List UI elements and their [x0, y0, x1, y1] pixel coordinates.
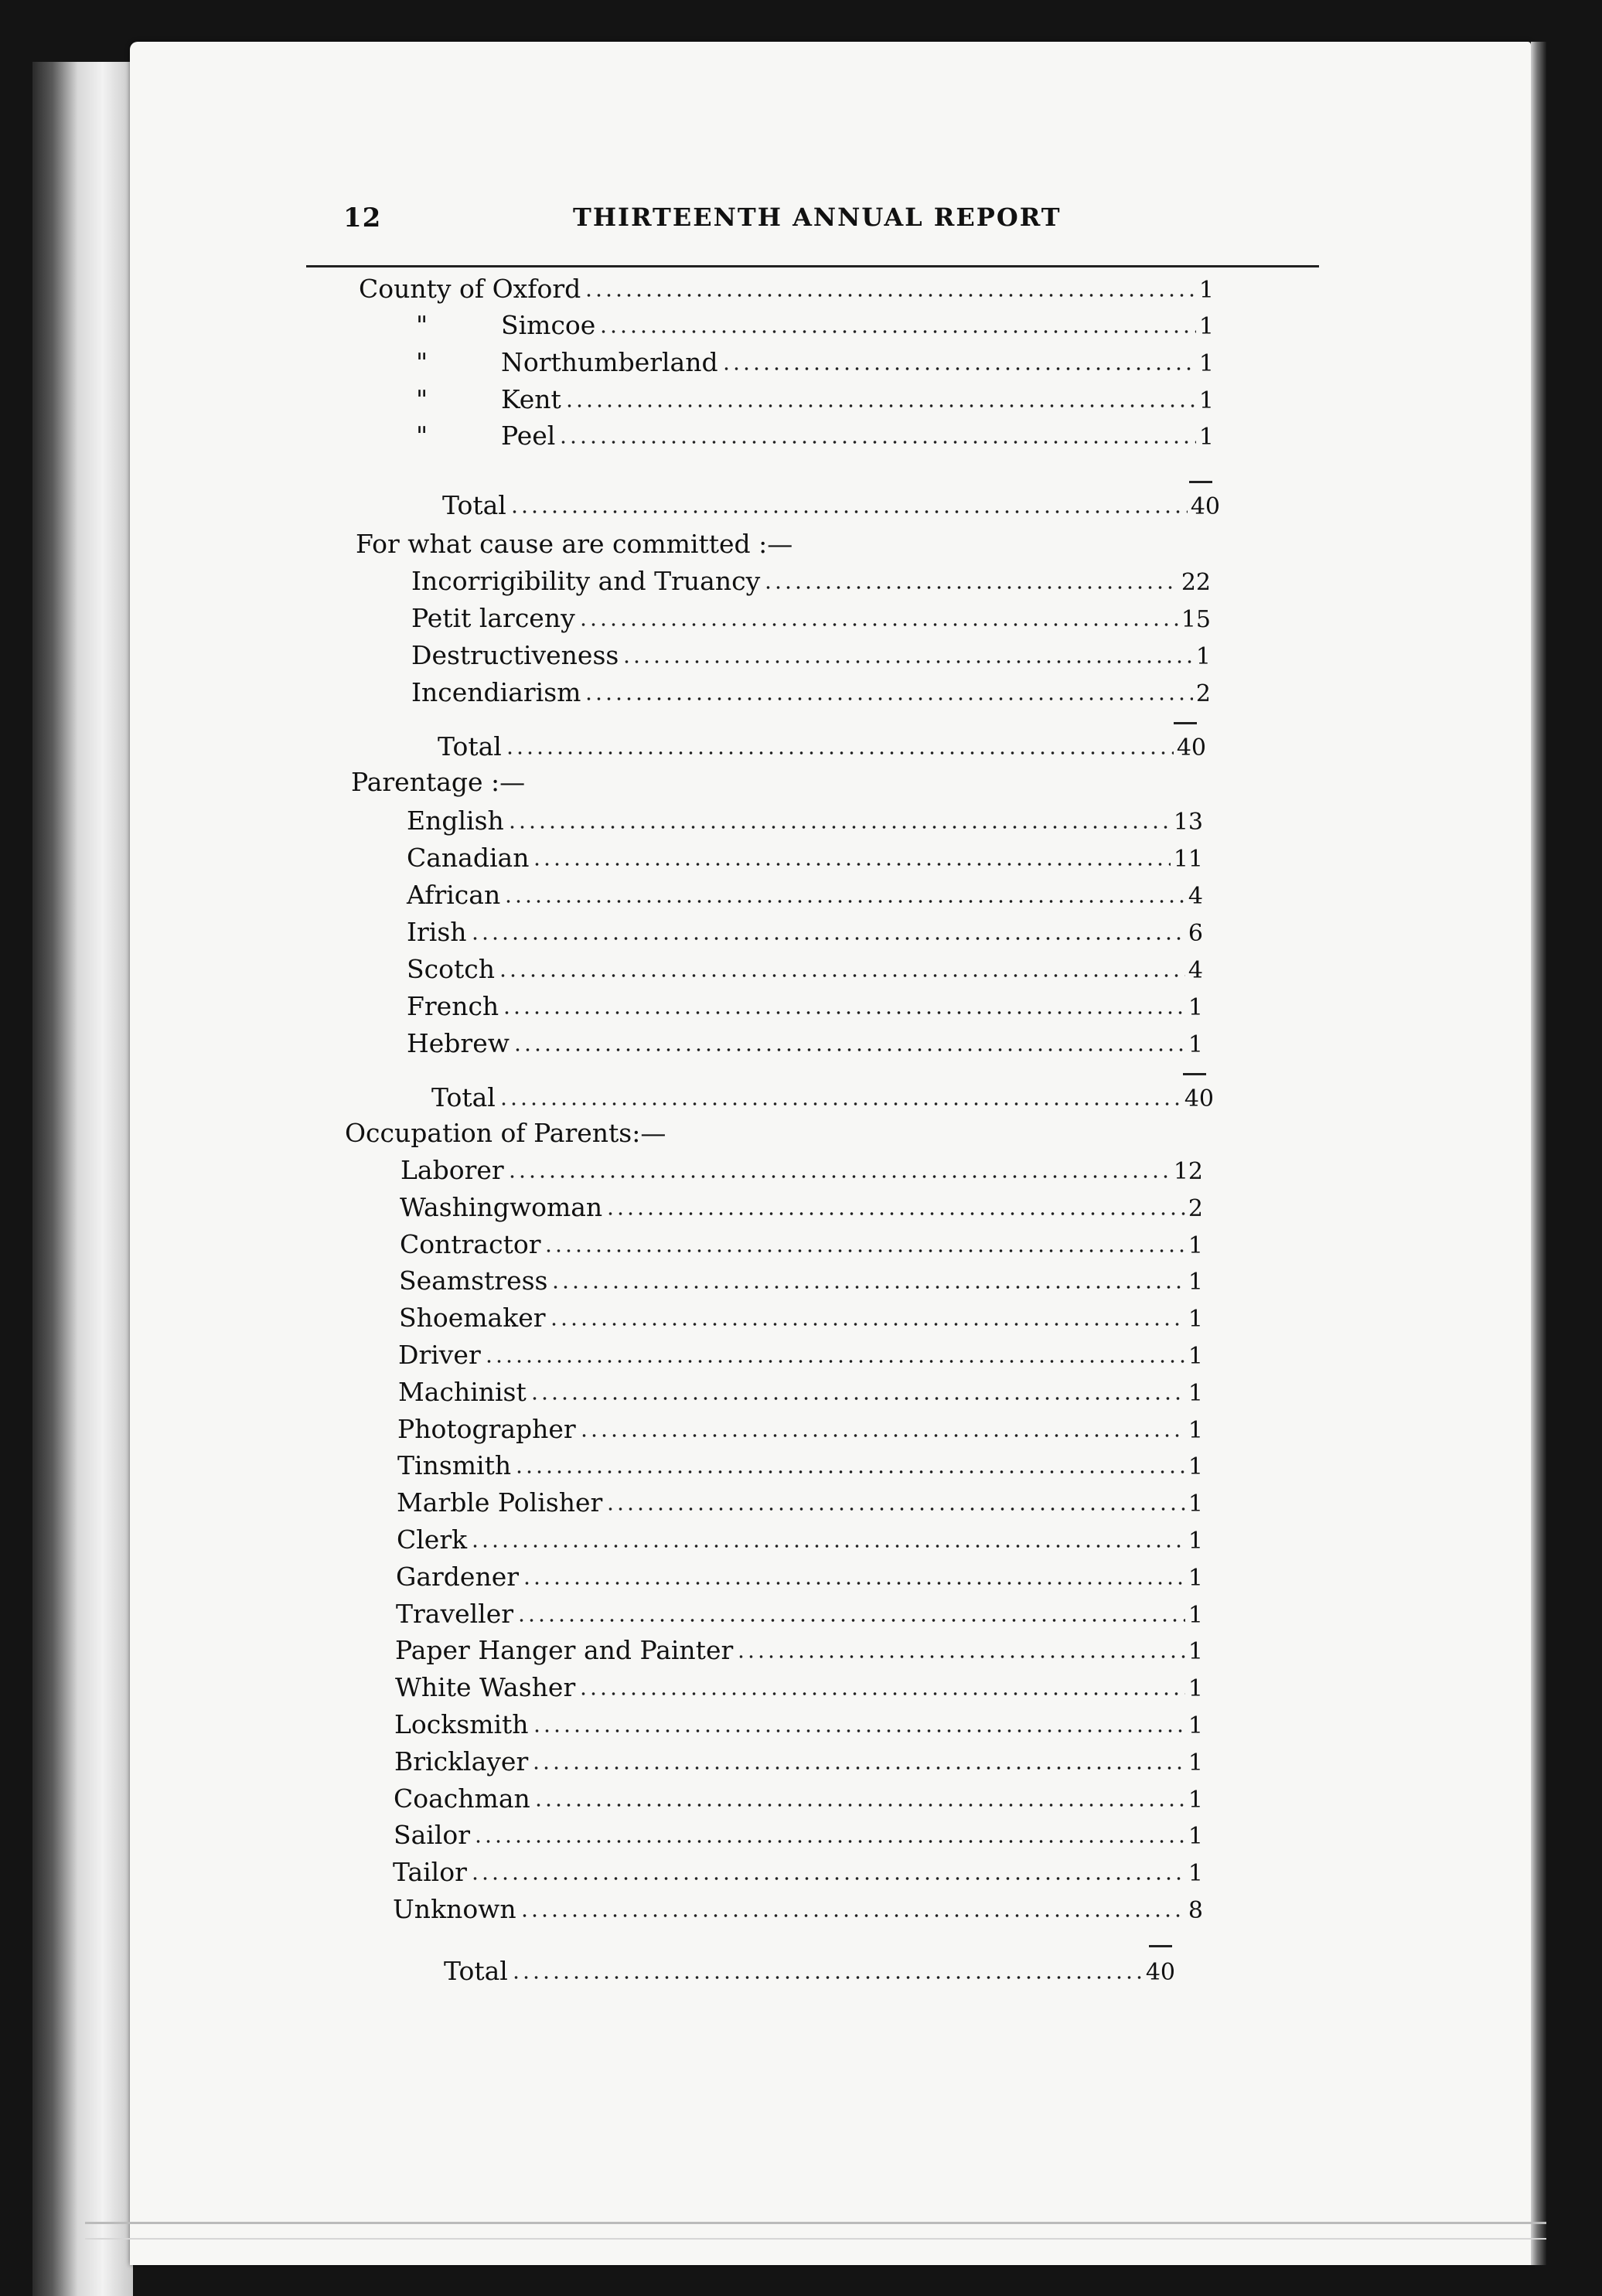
- row-value: 1: [1195, 643, 1211, 670]
- dot-leader: [578, 623, 1178, 626]
- table-row: [407, 952, 1203, 986]
- table-row: [397, 1523, 1203, 1557]
- row-value: 40: [1190, 493, 1220, 520]
- table-row: [416, 419, 1214, 453]
- row-value: 1: [1188, 1380, 1203, 1407]
- dot-leader: [578, 1692, 1185, 1695]
- table-row: [407, 990, 1203, 1024]
- row-label: Destructiveness: [411, 640, 619, 670]
- table-row: [411, 564, 1211, 598]
- dot-leader: [530, 1397, 1185, 1400]
- dot-leader: [514, 1470, 1185, 1473]
- dot-leader: [520, 1914, 1185, 1917]
- dot-leader: [622, 660, 1193, 663]
- dot-leader: [513, 1048, 1185, 1051]
- row-value: 1: [1188, 1638, 1203, 1665]
- dot-leader: [579, 1434, 1185, 1437]
- dot-leader: [531, 1766, 1185, 1770]
- row-value: 2: [1188, 1195, 1203, 1222]
- table-row: [398, 1338, 1203, 1372]
- ditto-mark: ": [416, 310, 428, 340]
- row-value: 1: [1188, 1749, 1203, 1777]
- row-label: Machinist: [398, 1377, 527, 1407]
- dot-leader: [503, 900, 1185, 903]
- row-value: 4: [1188, 957, 1203, 984]
- table-row: [393, 1855, 1203, 1889]
- page-number: 12: [343, 203, 382, 233]
- sum-rule: [1174, 722, 1197, 724]
- row-value: 1: [1188, 1453, 1203, 1480]
- table-row: [407, 878, 1203, 912]
- row-label: Gardener: [396, 1562, 520, 1592]
- row-value: 4: [1188, 883, 1203, 910]
- total-row: [431, 1081, 1214, 1115]
- row-label: English: [407, 806, 504, 836]
- table-row: [399, 1301, 1203, 1335]
- table-row: [397, 1486, 1203, 1520]
- row-label: Contractor: [400, 1229, 541, 1259]
- row-value: 13: [1173, 809, 1203, 836]
- row-label: Locksmith: [394, 1709, 529, 1739]
- row-value: 1: [1188, 1602, 1203, 1629]
- dot-leader: [544, 1249, 1184, 1252]
- row-label: Unknown: [393, 1894, 516, 1924]
- page-gutter: [1531, 42, 1546, 2265]
- row-value: 1: [1188, 1528, 1203, 1555]
- row-label: Incorrigibility and Truancy: [411, 566, 761, 596]
- row-label: Total: [442, 490, 506, 520]
- dot-leader: [532, 1729, 1185, 1732]
- row-label: Seamstress: [399, 1266, 548, 1296]
- table-row: [394, 1708, 1203, 1742]
- row-value: 1: [1198, 387, 1214, 414]
- row-label: Canadian: [407, 843, 530, 873]
- row-label: Laborer: [400, 1155, 504, 1185]
- section-heading: Parentage :—: [351, 767, 526, 797]
- row-value: 1: [1188, 1232, 1203, 1259]
- row-label: Scotch: [407, 954, 495, 984]
- dot-leader: [470, 1545, 1185, 1548]
- page-stack-edge: [32, 62, 133, 2296]
- table-row: [416, 308, 1214, 342]
- dot-leader: [498, 974, 1185, 977]
- row-label: County of Oxford: [359, 274, 581, 304]
- row-value: 1: [1188, 1417, 1203, 1444]
- row-value: 1: [1198, 350, 1214, 377]
- row-value: 1: [1198, 424, 1214, 451]
- table-row: [400, 1228, 1203, 1262]
- dot-leader: [736, 1655, 1185, 1658]
- table-row: [394, 1745, 1203, 1779]
- row-label: Traveller: [396, 1599, 514, 1629]
- dot-leader: [511, 1976, 1143, 1979]
- section-heading: Occupation of Parents:—: [345, 1118, 666, 1148]
- dot-leader: [470, 937, 1185, 940]
- dot-leader: [584, 294, 1196, 297]
- table-row: [359, 272, 1214, 306]
- table-row: [400, 1153, 1203, 1187]
- row-value: 12: [1173, 1158, 1203, 1185]
- total-row: [444, 1954, 1175, 1988]
- ditto-mark: ": [416, 421, 428, 451]
- dot-leader: [470, 1877, 1185, 1880]
- row-value: 8: [1188, 1897, 1203, 1924]
- row-value: 40: [1145, 1959, 1175, 1986]
- row-label: African: [407, 880, 501, 910]
- row-label: Sailor: [394, 1820, 471, 1850]
- section-heading: For what cause are committed :—: [356, 529, 793, 559]
- table-row: [397, 1449, 1203, 1483]
- row-value: 1: [1198, 313, 1214, 340]
- table-row: [396, 1560, 1203, 1594]
- row-label: Tinsmith: [397, 1450, 512, 1480]
- table-row: [407, 915, 1203, 949]
- row-label: Northumberland: [501, 347, 718, 377]
- dot-leader: [484, 1360, 1185, 1363]
- table-row: [400, 1191, 1203, 1225]
- dot-leader: [605, 1212, 1185, 1215]
- row-value: 1: [1198, 277, 1214, 304]
- row-value: 40: [1176, 734, 1206, 761]
- row-label: Shoemaker: [399, 1303, 546, 1333]
- dot-leader: [533, 1804, 1185, 1807]
- page-bottom-edge: [85, 2222, 1546, 2240]
- dot-leader: [558, 441, 1196, 444]
- table-row: [407, 841, 1203, 875]
- row-label: Driver: [398, 1340, 481, 1370]
- row-label: Paper Hanger and Painter: [395, 1635, 734, 1665]
- dot-leader: [564, 404, 1196, 407]
- table-row: [393, 1892, 1203, 1926]
- ditto-mark: ": [416, 384, 428, 414]
- dot-leader: [502, 1011, 1185, 1014]
- row-label: White Washer: [395, 1672, 576, 1702]
- row-value: 6: [1188, 920, 1203, 947]
- total-row: [442, 489, 1220, 523]
- row-value: 1: [1188, 1343, 1203, 1370]
- row-label: French: [407, 991, 499, 1021]
- row-label: Tailor: [393, 1857, 467, 1887]
- row-value: 1: [1188, 994, 1203, 1021]
- row-label: Photographer: [397, 1414, 576, 1444]
- dot-leader: [532, 863, 1170, 866]
- dot-leader: [499, 1102, 1181, 1105]
- header-rule: [306, 265, 1319, 267]
- table-row: [395, 1671, 1203, 1705]
- row-value: 22: [1181, 569, 1211, 596]
- table-row: [398, 1375, 1203, 1409]
- row-value: 1: [1188, 1860, 1203, 1887]
- dot-leader: [598, 330, 1196, 333]
- running-title: THIRTEENTH ANNUAL REPORT: [573, 203, 1062, 232]
- table-row: [394, 1818, 1203, 1852]
- row-label: Marble Polisher: [397, 1487, 603, 1518]
- table-row: [407, 804, 1203, 838]
- ditto-mark: ": [416, 347, 428, 377]
- table-row: [416, 383, 1214, 417]
- sum-rule: [1149, 1945, 1172, 1947]
- row-value: 1: [1188, 1675, 1203, 1702]
- table-row: [399, 1264, 1203, 1298]
- row-value: 1: [1188, 1823, 1203, 1850]
- row-value: 1: [1188, 1565, 1203, 1592]
- dot-leader: [763, 586, 1178, 589]
- row-label: Incendiarism: [411, 677, 581, 707]
- dot-leader: [473, 1840, 1185, 1843]
- dot-leader: [522, 1582, 1185, 1585]
- table-row: [416, 346, 1214, 380]
- row-label: Total: [444, 1956, 508, 1986]
- row-label: Bricklayer: [394, 1746, 529, 1777]
- table-row: [395, 1633, 1203, 1667]
- dot-leader: [549, 1323, 1185, 1326]
- row-value: 1: [1188, 1490, 1203, 1518]
- sum-rule: [1189, 481, 1212, 483]
- table-row: [394, 1782, 1203, 1816]
- row-value: 1: [1188, 1269, 1203, 1296]
- row-label: Coachman: [394, 1783, 530, 1814]
- row-label: Irish: [407, 917, 467, 947]
- table-row: [397, 1412, 1203, 1446]
- row-value: 11: [1173, 846, 1203, 873]
- table-row: [411, 676, 1211, 710]
- dot-leader: [505, 751, 1174, 755]
- row-value: 1: [1188, 1787, 1203, 1814]
- row-label: Peel: [501, 421, 556, 451]
- dot-leader: [507, 1175, 1171, 1178]
- sum-rule: [1183, 1073, 1206, 1075]
- row-value: 1: [1188, 1306, 1203, 1333]
- total-row: [438, 730, 1206, 764]
- row-label: Total: [431, 1082, 496, 1112]
- table-row: [396, 1597, 1203, 1631]
- running-header: [343, 203, 1101, 249]
- row-label: Clerk: [397, 1524, 468, 1555]
- dot-leader: [721, 367, 1196, 370]
- row-value: 40: [1184, 1085, 1214, 1112]
- dot-leader: [510, 510, 1188, 513]
- table-row: [407, 1027, 1203, 1061]
- row-value: 1: [1188, 1031, 1203, 1058]
- table-row: [411, 601, 1211, 635]
- row-value: 15: [1181, 606, 1211, 633]
- dot-leader: [516, 1619, 1185, 1622]
- table-row: [411, 639, 1211, 673]
- row-label: Petit larceny: [411, 603, 575, 633]
- dot-leader: [550, 1286, 1184, 1289]
- row-label: Kent: [501, 384, 561, 414]
- dot-leader: [605, 1507, 1185, 1511]
- row-label: Simcoe: [501, 310, 596, 340]
- row-label: Total: [438, 731, 502, 761]
- row-value: 2: [1195, 680, 1211, 707]
- dot-leader: [507, 826, 1171, 829]
- dot-leader: [584, 697, 1192, 700]
- row-label: Washingwoman: [400, 1192, 603, 1222]
- row-value: 1: [1188, 1712, 1203, 1739]
- row-label: Hebrew: [407, 1028, 510, 1058]
